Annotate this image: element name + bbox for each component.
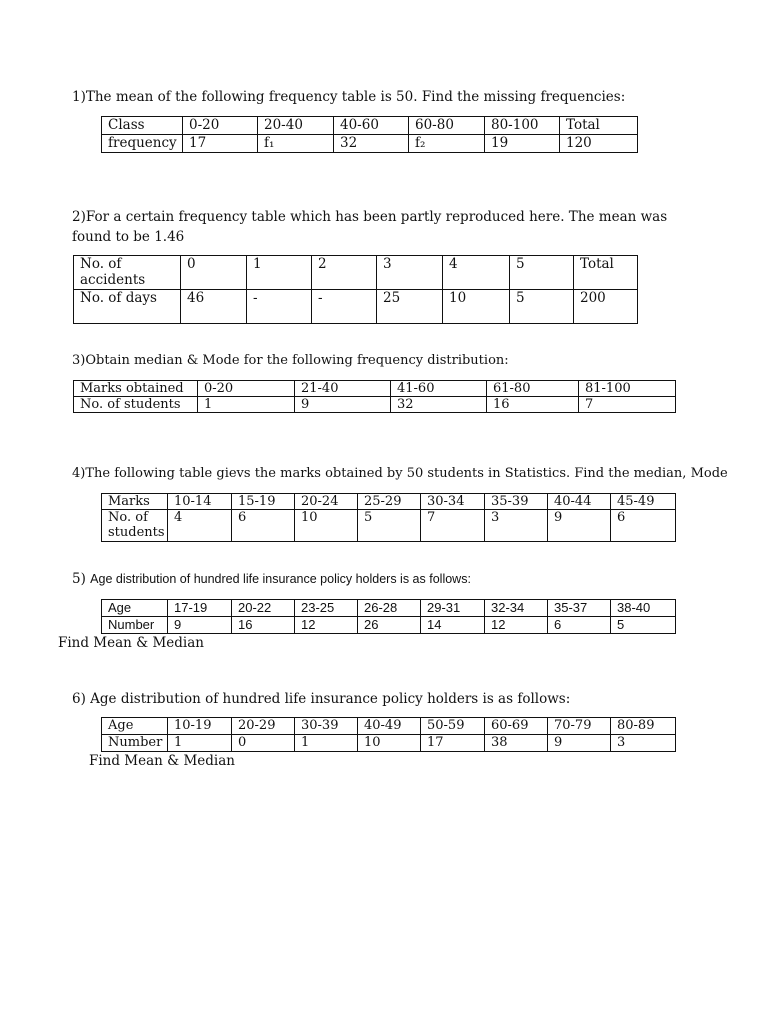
- table-cell: 10-19: [168, 718, 232, 735]
- table-cell: 38: [485, 735, 548, 752]
- table-cell: 35-37: [548, 600, 611, 617]
- table-cell: 81-100: [579, 381, 676, 397]
- q6-age-distribution-table: [101, 717, 676, 752]
- table-cell: 32: [391, 397, 487, 413]
- table-cell: 80-89: [611, 718, 676, 735]
- question-6-footer: Find Mean & Median: [89, 753, 235, 769]
- table-cell: 20-29: [232, 718, 295, 735]
- table-cell: 19: [485, 135, 560, 153]
- table-cell: 3: [377, 256, 443, 290]
- question-2-text: 2)For a certain frequency table which has been partly reproduced here. The mean was found to be 1.46: [72, 209, 668, 245]
- question-6-text: 6) Age distribution of hundred life insurance policy holders is as follows:: [72, 691, 571, 707]
- table-cell: Age: [102, 600, 168, 617]
- table-cell: 25: [377, 290, 443, 324]
- table-cell: 60-69: [485, 718, 548, 735]
- table-row: [102, 617, 676, 634]
- table-cell: No. of accidents: [74, 256, 181, 290]
- question-5-text: [72, 569, 471, 589]
- table-cell: 10: [443, 290, 510, 324]
- table-cell: 12: [485, 617, 548, 634]
- table-cell: 5: [510, 256, 574, 290]
- table-cell: 10: [295, 510, 358, 542]
- table-cell: 9: [295, 397, 391, 413]
- table-cell: 7: [579, 397, 676, 413]
- table-row: [102, 735, 676, 752]
- table-cell: 4: [443, 256, 510, 290]
- table-cell: 0-20: [198, 381, 295, 397]
- table-cell: 200: [574, 290, 638, 324]
- table-cell: 60-80: [409, 117, 485, 135]
- table-cell: 9: [548, 510, 611, 542]
- table-row: [102, 510, 676, 542]
- table-cell: 120: [560, 135, 638, 153]
- table-row: [74, 256, 638, 290]
- table-cell: 1: [198, 397, 295, 413]
- table-cell: f₂: [409, 135, 485, 153]
- table-cell: 20-40: [258, 117, 334, 135]
- table-cell: 35-39: [485, 494, 548, 510]
- table-row: [102, 135, 638, 153]
- table-cell: 0: [181, 256, 247, 290]
- table-cell: Class: [102, 117, 183, 135]
- table-row: [74, 397, 676, 413]
- table-cell: No. of days: [74, 290, 181, 324]
- table-cell: 6: [232, 510, 295, 542]
- table-cell: 15-19: [232, 494, 295, 510]
- table-row: [102, 494, 676, 510]
- table-cell: -: [247, 290, 312, 324]
- table-cell: 40-44: [548, 494, 611, 510]
- table-cell: 9: [548, 735, 611, 752]
- table-cell: 41-60: [391, 381, 487, 397]
- table-cell: 17-19: [168, 600, 232, 617]
- table-cell: 0: [232, 735, 295, 752]
- table-cell: 23-25: [295, 600, 358, 617]
- q5-age-distribution-table: [101, 599, 676, 634]
- table-cell: Marks: [102, 494, 168, 510]
- table-cell: 70-79: [548, 718, 611, 735]
- table-cell: 20-22: [232, 600, 295, 617]
- table-cell: 2: [312, 256, 377, 290]
- table-cell: 1: [295, 735, 358, 752]
- table-cell: Number: [102, 617, 168, 634]
- table-cell: 12: [295, 617, 358, 634]
- table-cell: 26-28: [358, 600, 421, 617]
- table-cell: 20-24: [295, 494, 358, 510]
- table-cell: No. of students: [102, 510, 168, 542]
- q3-marks-table: [73, 380, 676, 413]
- table-cell: 6: [611, 510, 676, 542]
- table-cell: 21-40: [295, 381, 391, 397]
- table-cell: 5: [510, 290, 574, 324]
- table-cell: 40-49: [358, 718, 421, 735]
- table-row: [102, 718, 676, 735]
- table-cell: 10-14: [168, 494, 232, 510]
- table-cell: 30-39: [295, 718, 358, 735]
- table-cell: 46: [181, 290, 247, 324]
- table-cell: 61-80: [487, 381, 579, 397]
- table-cell: Total: [560, 117, 638, 135]
- table-row: [102, 600, 676, 617]
- table-cell: No. of students: [74, 397, 198, 413]
- q4-statistics-marks-table: [101, 493, 676, 542]
- table-cell: 50-59: [421, 718, 485, 735]
- table-cell: 30-34: [421, 494, 485, 510]
- table-cell: 5: [358, 510, 421, 542]
- table-cell: -: [312, 290, 377, 324]
- question-1-text: 1)The mean of the following frequency table is 50. Find the missing frequencies:: [72, 89, 626, 105]
- table-cell: 29-31: [421, 600, 485, 617]
- table-cell: 6: [548, 617, 611, 634]
- table-cell: 40-60: [334, 117, 409, 135]
- question-5-body: Age distribution of hundred life insurance policy holders is as follows:: [90, 572, 471, 586]
- q2-accidents-table: [73, 255, 638, 324]
- table-cell: 1: [247, 256, 312, 290]
- table-row: [74, 381, 676, 397]
- q1-frequency-table: [101, 116, 638, 153]
- table-cell: 3: [485, 510, 548, 542]
- table-cell: 32: [334, 135, 409, 153]
- question-5-number: 5): [72, 571, 86, 587]
- table-cell: f₁: [258, 135, 334, 153]
- table-cell: 16: [487, 397, 579, 413]
- table-cell: 10: [358, 735, 421, 752]
- table-cell: 7: [421, 510, 485, 542]
- table-cell: 45-49: [611, 494, 676, 510]
- question-3-text: 3)Obtain median & Mode for the following frequency distribution:: [72, 353, 509, 368]
- question-5-footer: Find Mean & Median: [58, 635, 204, 651]
- question-4-text: 4)The following table gievs the marks obtained by 50 students in Statistics. Find the median, Mode: [72, 466, 728, 481]
- table-cell: 17: [183, 135, 258, 153]
- table-cell: Number: [102, 735, 168, 752]
- table-cell: 38-40: [611, 600, 676, 617]
- table-row: [102, 117, 638, 135]
- table-cell: 17: [421, 735, 485, 752]
- table-cell: 0-20: [183, 117, 258, 135]
- table-cell: 3: [611, 735, 676, 752]
- table-cell: 5: [611, 617, 676, 634]
- table-row: [74, 290, 638, 324]
- table-cell: 4: [168, 510, 232, 542]
- table-cell: 26: [358, 617, 421, 634]
- table-cell: frequency: [102, 135, 183, 153]
- table-cell: 9: [168, 617, 232, 634]
- table-cell: 14: [421, 617, 485, 634]
- table-cell: 1: [168, 735, 232, 752]
- table-cell: 80-100: [485, 117, 560, 135]
- table-cell: Marks obtained: [74, 381, 198, 397]
- table-cell: Age: [102, 718, 168, 735]
- table-cell: 32-34: [485, 600, 548, 617]
- table-cell: 25-29: [358, 494, 421, 510]
- table-cell: Total: [574, 256, 638, 290]
- table-cell: 16: [232, 617, 295, 634]
